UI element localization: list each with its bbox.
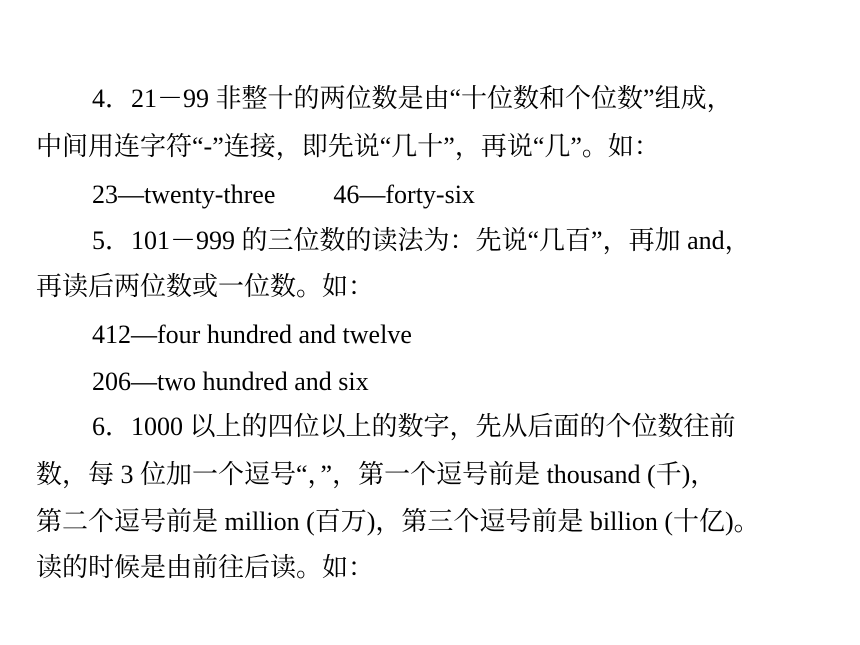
rule-6-line-1: 6．1000 以上的四位以上的数字，先从后面的个位数往前 — [92, 412, 736, 441]
rule-6-line-4: 读的时候是由前往后读。如： — [36, 553, 375, 582]
example-row-1 — [92, 178, 475, 212]
example-four-hundred-twelve: 412—four hundred and twelve — [92, 320, 412, 349]
example-two-hundred-six: 206—two hundred and six — [92, 367, 369, 396]
example-twenty-three: 23—twenty-three — [92, 180, 276, 209]
rule-5-line-2: 再读后两位数或一位数。如： — [36, 272, 375, 301]
rule-6-line-2: 数，每 3 位加一个逗号“，”，第一个逗号前是 thousand (千)， — [36, 460, 717, 489]
rule-5-line-1: 5．101－999 的三位数的读法为：先说“几百”，再加 and， — [92, 226, 751, 255]
example-forty-six: 46—forty-six — [333, 180, 475, 209]
rule-4-line-2: 中间用连字符“-”连接，即先说“几十”，再说“几”。如： — [36, 132, 660, 161]
rule-6-line-3: 第二个逗号前是 million (百万)，第三个逗号前是 billion (十亿)。 — [36, 507, 760, 536]
rule-4-line-1: 4．21－99 非整十的两位数是由“十位数和个位数”组成， — [92, 84, 733, 113]
